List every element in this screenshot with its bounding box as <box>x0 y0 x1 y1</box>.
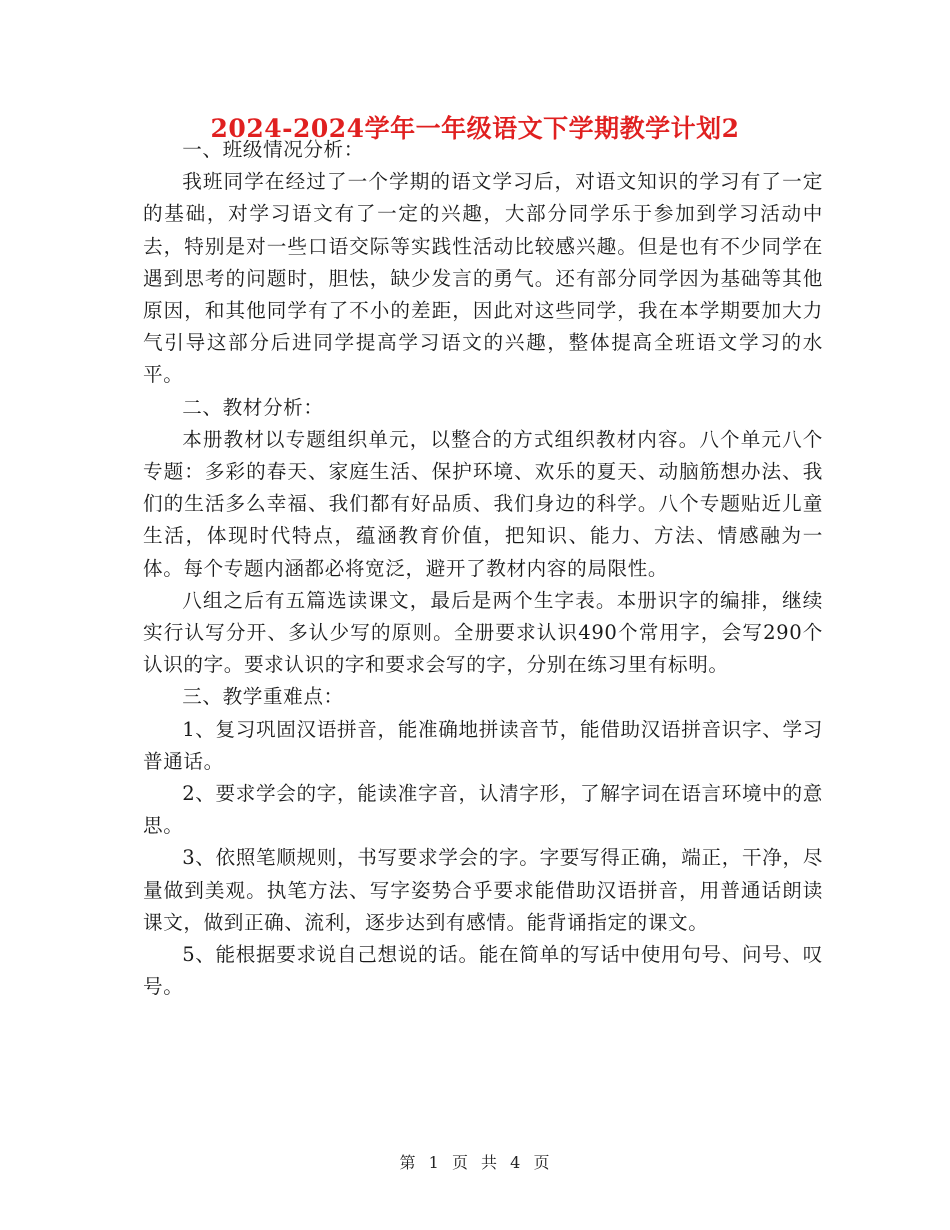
list-item-speaking: 5、能根据要求说自己想说的话。能在简单的写话中使用句号、问号、叹号。 <box>143 943 823 999</box>
footer-page-unit: 页 <box>451 1153 469 1172</box>
footer-total-pages: 4 <box>510 1153 522 1172</box>
paragraph-textbook-units: 本册教材以专题组织单元，以整合的方式组织教材内容。八个单元八个专题：多彩的春天、家庭生活、保护环境、欢乐的夏天、动脑筋想办法、我们的生活多么幸福、我们都有好品质、我们身边的科学。八个专题贴近儿童生活，体现时代特点，蕴涵教育价值，把知识、能力、方法、情感融为一体。每个专题内涵都必将宽泛，避开了教材内容的局限性。 <box>143 427 823 580</box>
section-heading-key-points: 三、教学重难点： <box>182 685 344 709</box>
list-item-characters: 2、要求学会的字，能读准字音，认清字形，了解字词在语言环境中的意思。 <box>143 782 823 838</box>
list-item-pinyin: 1、复习巩固汉语拼音，能准确地拼读音节，能借助汉语拼音识字、学习普通话。 <box>143 717 823 773</box>
footer-current-page: 1 <box>428 1153 440 1172</box>
document-title: 2024-2024学年一年级语文下学期教学计划2 <box>210 114 740 143</box>
section-heading-textbook-analysis: 二、教材分析： <box>182 395 324 419</box>
document-body <box>143 134 823 1003</box>
page-footer <box>0 1150 950 1173</box>
footer-total-label: 共 <box>481 1153 499 1172</box>
list-item-writing: 3、依照笔顺规则，书写要求学会的字。字要写得正确，端正，干净，尽量做到美观。执笔方法、写字姿势合乎要求能借助汉语拼音，用普通话朗读课文，做到正确、流利，逐步达到有感情。能背诵指定的课文。 <box>143 846 823 934</box>
footer-total-unit: 页 <box>533 1153 551 1172</box>
footer-page-label: 第 <box>399 1153 417 1172</box>
paragraph-textbook-characters: 八组之后有五篇选读课文，最后是两个生字表。本册识字的编排，继续实行认写分开、多认少写的原则。全册要求认识490个常用字，会写290个认识的字。要求认识的字和要求会写的字，分别在练习里有标明。 <box>143 588 823 677</box>
paragraph-class-analysis: 我班同学在经过了一个学期的语文学习后，对语文知识的学习有了一定的基础，对学习语文有了一定的兴趣，大部分同学乐于参加到学习活动中去，特别是对一些口语交际等实践性活动比较感兴趣。但是也有不少同学在遇到思考的问题时，胆怯，缺少发言的勇气。还有部分同学因为基础等其他原因，和其他同学有了不小的差距，因此对这些同学，我在本学期要加大力气引导这部分后进同学提高学习语文的兴趣，整体提高全班语文学习的水平。 <box>143 170 823 387</box>
section-heading-class-analysis: 一、班级情况分析： <box>182 138 364 161</box>
